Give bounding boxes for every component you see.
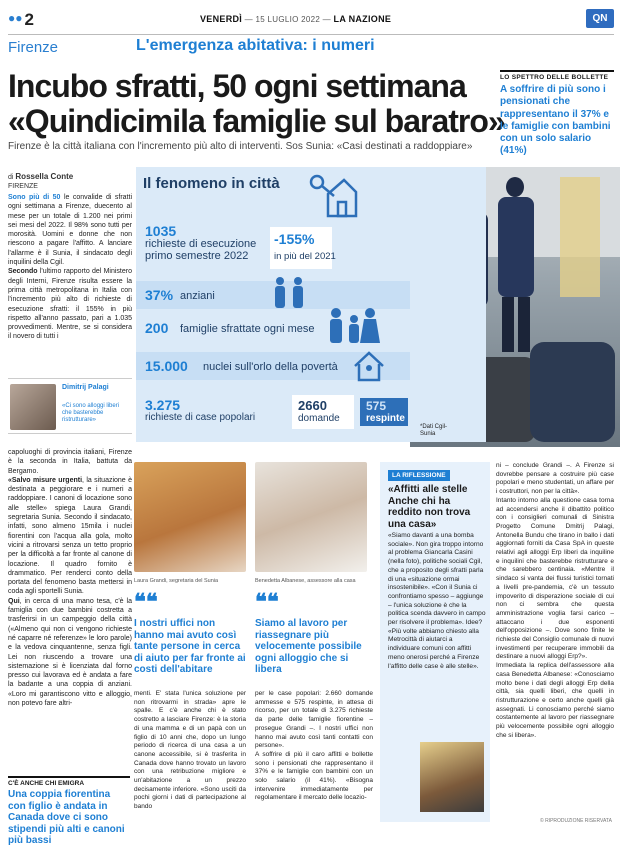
qn-logo: QN xyxy=(586,9,614,28)
headline-line-1: Incubo sfratti, 50 ogni settimana xyxy=(8,68,466,104)
header-divider xyxy=(8,34,614,35)
stat-case-popolari-label: richieste di case popolari xyxy=(145,412,256,423)
stat-nuclei-label: nuclei sull'orlo della povertà xyxy=(203,361,338,373)
stat-domande-label: domande xyxy=(298,413,340,424)
sidebar-emigra xyxy=(8,776,130,847)
elderly-icon xyxy=(270,276,310,310)
stat-percent-value: -155% xyxy=(274,231,315,247)
stat-domande-value: 2660 xyxy=(298,398,327,413)
house-key-icon xyxy=(306,172,358,220)
stat-respinte-value: 575 xyxy=(366,399,387,413)
riflessione-tag: LA RIFLESSIONE xyxy=(388,470,450,481)
stat-famiglie-label: famiglie sfrattate ogni mese xyxy=(180,323,315,335)
photo-caption: Benedetta Albanese, assessore alla casa xyxy=(255,578,356,584)
pull-quote-1: I nostri uffici non hanno mai avuto così tante persone in cerca di aiuto per far fronte ai costi dell'abitare xyxy=(134,618,246,675)
infographic-title: Il fenomeno in città xyxy=(143,175,280,192)
riflessione-box xyxy=(380,462,490,822)
article-column-1: Sono più di 50 le convalide di sfratti ogni settimana a Firenze, duecento al mese per un totale di 1.200 nei primi sei mesi del 2022. Il 98% sono tutti per morosità. Uomini e donne che non riescono a pagare l'affitto. A lanciare l'allarme è il Sunia, il sindacato degli inquilini della Cgil. Secondo l'ultimo rapporto del Ministero degli Interni, Firenze risulta essere la prima città metropolitana in Italia con l'incremento più alto di richieste di esecuzione sfratti: il 155% in più rispetto all'anno passato, pari a 1.035 provvedimenti. Mentre, se si considera il novero di tutti i xyxy=(8,194,132,341)
sidebar-text: A soffrire di più sono i pensionati che rappresentano il 37% e le famiglie con bambini con un solo salario (41%) xyxy=(500,84,611,157)
riflessione-headline: «Affitti alle stelle Anche chi ha reddito non trova una casa» xyxy=(388,484,471,530)
photo-benedetta-albanese xyxy=(255,462,367,572)
source-note: *Dati Cgil-Sunia xyxy=(420,424,448,437)
stat-anziani-label: anziani xyxy=(180,290,215,302)
sidebar-label: C'È ANCHE CHI EMIGRA xyxy=(8,776,130,787)
sidebar-label: LO SPETTRO DELLE BOLLETTE xyxy=(500,70,614,81)
house-person-icon xyxy=(352,350,386,382)
dots-icon: ●● xyxy=(8,11,23,25)
page-number: ●● 2 xyxy=(8,10,34,29)
pull-quote-2: Siamo al lavoro per riassegnare più velocemente possibile ogni alloggio che si libera xyxy=(255,618,362,675)
stat-respinte-label: respinte xyxy=(366,413,405,424)
article-column-5: ni – conclude Grandi –. A Firenze si dovrebbe pensare a costruire più case popolari e meno studentati, un affare per i costruttori, non per la città». Intanto intorno alla questione casa torna ad accendersi anche il dibattito politico con i consiglieri comunali di Sinistra Progetto Comune Dmitrij Palagi, Antonella Bundu che tirano in ballo i dati aggiornati forniti da Casa SpA in queste relativi agli alloggi Erp liberi da inquiline e inquilini che basterebbe ristrutturare e che sarebbero centinaia. «Mentre il sindaco si vanta dei flussi turistici tornati a livelli pre-pandemia, c'è un tessuto impoverito di disperazione sociale di cui non ci sembra che questa amministrazione voglia farsi carico – attaccano i due esponenti dell'opposizione –. Dove sono finite le richieste del Consiglio comunale di nuovi investimenti per recuperare immobili da destinare a nuovi alloggi Erp?». Immediata la replica dell'assessore alla casa Benedetta Albanese: «Conosciamo molto bene i dati degli alloggi Erp della città, sia quelli liberi, che quelli in ristrutturazione e certo anche quelli già assegnati. Li conosciamo perché siamo costantemente al lavoro per riassegnare più velocemente possibile ogni alloggio che si libera». xyxy=(496,462,614,739)
kicker: L'emergenza abitativa: i numeri xyxy=(136,37,375,54)
copyright-note: © RIPRODUZIONE RISERVATA xyxy=(540,818,612,824)
family-icon xyxy=(326,305,390,345)
stat-1035-label: richieste di esecuzione primo semestre 2022 xyxy=(145,238,257,262)
quote-marks-icon: ❝❝ xyxy=(134,589,158,614)
article-column-1b: capoluoghi di provincia italiani, Firenze è la seconda in Italia, battuta da Bergamo. «Salvo misure urgenti, la situazione è destinata a peggiorare e i numeri a raddoppiare. I canoni di locazione sono alle stelle» spiega Laura Grandi, segretaria Sunia. Secondo il sindacato, infatti, sono almeno 15mila i nuclei fiorentini con l'acqua alla gola, molto vicini a ritrovarsi senza un tetto proprio per la difficoltà a far fronte al canone di locazione. Il quadro fornito è drammatico. Per renderci conto della portata del fenomeno basta mettersi in coda agli sportelli Sunia. Qui, in cerca di una mano tesa, c'è la famiglia con due bambini costretta a trasferirsi in un campeggio della città («Almeno qui non ci vengono richieste né caparre né referenze» le loro parole) e la vedova cinquantenne, senza figli. Lei non riuscendo a trovare una sistemazione si è licenziata dal forno presso cui lavorava ed è andata a fare la badante a una coppia di anziani. «Loro mi garantiscono vitto e alloggio, non potevo fare altri- xyxy=(8,449,132,708)
quote-text: «Ci sono alloggi liberi che basterebbe ristrutturare» xyxy=(62,403,120,424)
stat-1035-value: 1035 xyxy=(145,223,177,239)
section-label: Firenze xyxy=(8,39,59,56)
riflessione-text: «Siamo davanti a una bomba sociale». Non gira troppo intorno al problema Giancarla Casini (nella foto), politiche sociali Cgil, che a proposito degli sfratti parla di una «situazione ormai insostenibile». «Con il Sunia ci confrontiamo spesso – aggiunge – l'unica soluzione è che la politica scenda davvero in campo per risolvere il problema». Idee? «Più volte abbiamo chiesto alla Metrocittà di aiutarci a individuare comuni con affitti meno onerosi perché a Firenze l'affitto delle case è alle stelle». xyxy=(388,532,486,670)
stat-famiglie-value: 200 xyxy=(145,320,169,336)
stat-anziani-value: 37% xyxy=(145,287,174,303)
subheadline: Firenze è la città italiana con l'incremento più alto di interventi. Sos Sunia: «Casi destinati a raddoppiare» xyxy=(8,141,473,152)
sidebar-text: Una coppia fiorentina con figlio è andata in Canada dove ci sono stipendi più alti e canoni più bassi xyxy=(8,789,125,846)
masthead: VENERDÌ — 15 LUGLIO 2022 — LA NAZIONE xyxy=(200,14,392,24)
photo-laura-grandi xyxy=(134,462,246,572)
byline: di Rossella Conte FIRENZE xyxy=(8,172,74,190)
stat-nuclei-value: 15.000 xyxy=(145,358,188,374)
quote-marks-icon: ❝❝ xyxy=(255,589,279,614)
stat-case-popolari-value: 3.275 xyxy=(145,397,181,413)
quote-name: Dimitrij Palagi xyxy=(62,384,109,391)
headline-line-2: «Quindicimila famiglie sul baratro» xyxy=(8,103,505,139)
stat-percent-label: in più del 2021 xyxy=(274,251,336,262)
sidebar-bollette xyxy=(500,70,614,158)
article-column-2: menti. E' stata l'unica soluzione per non ritrovarmi in strada» apre le spalle. E c'è anche chi è stato costretto a lasciare Firenze: è la storia di una mamma e di un papà con un figlio di 10 anni che, dopo un lungo periodo di ricerca di una casa a un canone accessibile, si è trasferita in Canada dove hanno trovato un lavoro con una retribuzione migliore e un'abitazione a un prezzo decisamente inferiore. «Sono usciti da pochi giorni i dati di partecipazione al bando xyxy=(134,690,246,811)
portrait-photo xyxy=(10,384,56,430)
article-column-3: per le case popolari: 2.660 domande ammesse e 575 respinte, in attesa di ricorso, per un totale di 3.275 richieste da parte delle famiglie fiorentine – prosegue Grandi –. I nostri uffici non hanno mai avuto così tanti contatti con persone». A soffrire di più il caro affitti e bollette sono i pensionati che rappresentano il 37% e le famiglie con bambini con un solo salario (il 41%). «Bisogna intervenire immediatamente per regolamentare il mercato delle locazio- xyxy=(255,690,373,802)
photo-giancarla-casini xyxy=(420,742,484,812)
photo-caption: Laura Grandi, segretaria del Sunia xyxy=(134,578,219,584)
